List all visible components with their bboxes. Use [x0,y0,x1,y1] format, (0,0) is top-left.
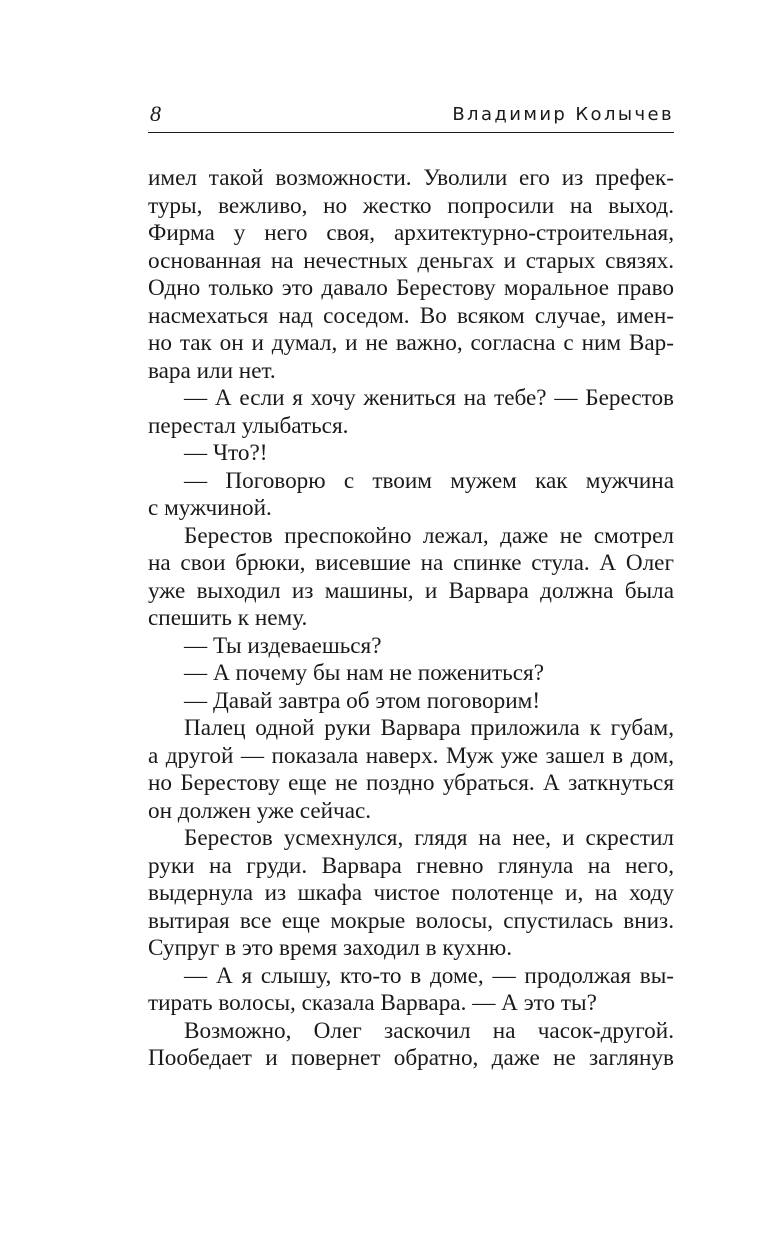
text-line: — Ты издеваешься? [184,632,382,659]
text-line: — Поговорю с твоим мужем как мужчина [184,467,674,494]
text-line: — Что?! [184,440,268,466]
text-line: руки на груди. Варвара гневно глянула на него, [148,852,674,879]
page-header [148,98,674,134]
text-line: Возможно, Олег заскочил на часок-другой. [184,1017,674,1044]
text-line: на свои брюки, висевшие на спинке стула. А Олег [148,550,674,576]
text-line: но так он и думал, и не важно, согласна с ним Вар- [148,330,674,356]
text-line: перестал улыбаться. [148,412,349,439]
text-line: выдернула из шкафа чистое полотенце и, на ходу [148,880,674,906]
text-line: он должен уже сейчас. [148,797,372,824]
text-line: спешить к нему. [148,605,308,631]
text-line: основанная на нечестных деньгах и старых связях. [148,247,674,274]
text-line: вытирая все еще мокрые волосы, спустилась вниз. [148,907,674,934]
text-line: с мужчиной. [148,495,272,521]
header-rule [148,132,674,133]
text-line: — А я слышу, кто-то в доме, — продолжая вы- [184,962,674,989]
text-line: Фирма у него своя, архитектурно-строительная, [148,220,674,246]
text-line: Берестов преспокойно лежал, даже не смотрел [184,522,674,549]
text-line: Пообедает и повернет обратно, даже не заглянув [148,1045,674,1071]
text-line: уже выходил из машины, и Варвара должна была [148,577,674,604]
text-line: Одно только это давало Берестову моральное право [148,275,674,301]
text-line: — А если я хочу жениться на тебе? — Берестов [184,385,674,411]
text-line: но Берестову еще не поздно убраться. А заткнуться [148,770,674,796]
text-line: имел такой возможности. Уволили его из префек- [148,165,674,191]
text-line: а другой — показала наверх. Муж уже зашел в дом, [148,742,674,769]
text-line: — А почему бы нам не пожениться? [184,660,544,686]
body-text [148,165,674,1073]
text-line: туры, вежливо, но жестко попросили на выход. [148,192,674,219]
text-line: Палец одной руки Варвара приложила к губам, [184,715,674,741]
text-line: Берестов усмехнулся, глядя на нее, и скрестил [184,825,674,851]
running-head-author: Владимир Колычев [452,104,674,125]
text-line: насмехаться над соседом. Во всяком случае, имен- [148,302,674,329]
text-line: — Давай завтра об этом поговорим! [184,687,541,714]
text-line: вара или нет. [148,357,276,384]
text-line: тирать волосы, сказала Варвара. — А это ты? [148,990,597,1016]
text-line: Супруг в это время заходил в кухню. [148,935,513,961]
page-number: 8 [150,101,161,126]
